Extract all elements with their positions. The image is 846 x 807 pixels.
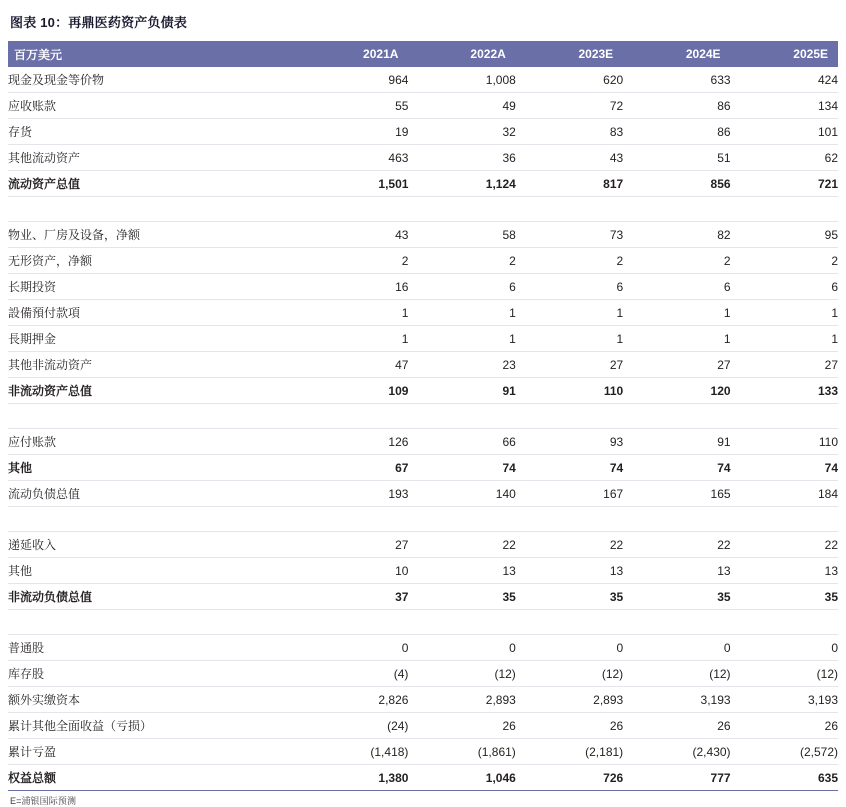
row-value: 1,124 xyxy=(408,171,515,197)
row-value: 817 xyxy=(516,171,623,197)
row-value: 1,501 xyxy=(301,171,408,197)
row-value: 10 xyxy=(301,558,408,584)
table-row xyxy=(8,274,838,300)
table-row xyxy=(8,455,838,481)
column-header-unit: 百万美元 xyxy=(8,41,301,67)
row-value: 193 xyxy=(301,481,408,507)
row-value: 86 xyxy=(623,119,730,145)
row-value: 13 xyxy=(623,558,730,584)
row-value: 83 xyxy=(516,119,623,145)
row-value: (1,418) xyxy=(301,739,408,765)
row-value: 35 xyxy=(623,584,730,610)
row-value: 82 xyxy=(623,222,730,248)
row-label: 非流动负债总值 xyxy=(8,584,301,610)
table-row xyxy=(8,378,838,404)
row-label: 流动资产总值 xyxy=(8,171,301,197)
row-value: 74 xyxy=(408,455,515,481)
row-value: 6 xyxy=(408,274,515,300)
row-value: 27 xyxy=(516,352,623,378)
row-value: 126 xyxy=(301,429,408,455)
row-value: 16 xyxy=(301,274,408,300)
row-value: (12) xyxy=(516,661,623,687)
row-value: 2 xyxy=(408,248,515,274)
table-row xyxy=(8,661,838,687)
row-value: 777 xyxy=(623,765,730,791)
row-value: 120 xyxy=(623,378,730,404)
table-row xyxy=(8,222,838,248)
row-value: 93 xyxy=(516,429,623,455)
row-value xyxy=(516,197,623,222)
row-value: 1,380 xyxy=(301,765,408,791)
row-label: 長期押金 xyxy=(8,326,301,352)
row-value xyxy=(623,507,730,532)
row-value: 35 xyxy=(408,584,515,610)
row-value: 72 xyxy=(516,93,623,119)
table-row xyxy=(8,429,838,455)
row-label: 长期投资 xyxy=(8,274,301,300)
row-value: 726 xyxy=(516,765,623,791)
row-value: 165 xyxy=(623,481,730,507)
column-header-2022a: 2022A xyxy=(408,41,515,67)
table-row xyxy=(8,610,838,635)
row-value: (1,861) xyxy=(408,739,515,765)
row-value: 134 xyxy=(731,93,838,119)
row-value: 55 xyxy=(301,93,408,119)
row-value: 964 xyxy=(301,67,408,93)
row-value xyxy=(516,404,623,429)
column-header-2021a: 2021A xyxy=(301,41,408,67)
row-label xyxy=(8,404,301,429)
row-value: (12) xyxy=(731,661,838,687)
row-value: 2 xyxy=(301,248,408,274)
row-value: (2,181) xyxy=(516,739,623,765)
row-value: 0 xyxy=(731,635,838,661)
row-value: 74 xyxy=(623,455,730,481)
row-value: 133 xyxy=(731,378,838,404)
row-value: 101 xyxy=(731,119,838,145)
row-value: 27 xyxy=(301,532,408,558)
row-value: 32 xyxy=(408,119,515,145)
row-value: 26 xyxy=(408,713,515,739)
table-row xyxy=(8,197,838,222)
row-value: 91 xyxy=(623,429,730,455)
row-label: 流动负债总值 xyxy=(8,481,301,507)
row-label xyxy=(8,507,301,532)
row-value: 67 xyxy=(301,455,408,481)
row-value: 51 xyxy=(623,145,730,171)
row-value: 95 xyxy=(731,222,838,248)
row-value xyxy=(731,507,838,532)
table-row xyxy=(8,765,838,791)
row-value: 140 xyxy=(408,481,515,507)
row-value xyxy=(623,404,730,429)
row-value: 721 xyxy=(731,171,838,197)
row-label: 非流动资产总值 xyxy=(8,378,301,404)
row-value: 1 xyxy=(301,300,408,326)
row-label: 普通股 xyxy=(8,635,301,661)
table-row xyxy=(8,93,838,119)
table-row xyxy=(8,739,838,765)
table-row xyxy=(8,145,838,171)
row-value: 1 xyxy=(731,300,838,326)
row-value xyxy=(516,610,623,635)
row-value xyxy=(623,610,730,635)
row-value: 36 xyxy=(408,145,515,171)
table-row xyxy=(8,687,838,713)
row-value xyxy=(408,404,515,429)
row-value: 13 xyxy=(516,558,623,584)
table-row xyxy=(8,584,838,610)
row-value: 22 xyxy=(516,532,623,558)
row-value: 856 xyxy=(623,171,730,197)
row-value: 110 xyxy=(731,429,838,455)
row-value: 19 xyxy=(301,119,408,145)
table-body xyxy=(8,67,838,791)
row-value: 1 xyxy=(408,326,515,352)
table-row xyxy=(8,67,838,93)
row-value: 62 xyxy=(731,145,838,171)
row-value: 1 xyxy=(408,300,515,326)
row-label: 累计亏盈 xyxy=(8,739,301,765)
row-value: 3,193 xyxy=(731,687,838,713)
row-value xyxy=(623,197,730,222)
row-value xyxy=(301,507,408,532)
row-value xyxy=(301,404,408,429)
row-value: 2 xyxy=(731,248,838,274)
row-value: 49 xyxy=(408,93,515,119)
row-value: 110 xyxy=(516,378,623,404)
row-value xyxy=(731,404,838,429)
row-value: (12) xyxy=(623,661,730,687)
row-value: 22 xyxy=(623,532,730,558)
row-value: (2,430) xyxy=(623,739,730,765)
row-value: 1,008 xyxy=(408,67,515,93)
row-value: 1 xyxy=(516,300,623,326)
row-value: 184 xyxy=(731,481,838,507)
row-value: 2,893 xyxy=(516,687,623,713)
row-value: 66 xyxy=(408,429,515,455)
row-label: 应收账款 xyxy=(8,93,301,119)
row-value: 0 xyxy=(516,635,623,661)
table-row xyxy=(8,300,838,326)
row-value: 6 xyxy=(731,274,838,300)
source-note: E=浦银国际预测 xyxy=(10,796,77,806)
row-value: (12) xyxy=(408,661,515,687)
table-row xyxy=(8,635,838,661)
row-label: 其他 xyxy=(8,558,301,584)
row-value xyxy=(301,610,408,635)
row-value: 620 xyxy=(516,67,623,93)
row-value: 37 xyxy=(301,584,408,610)
row-value: 22 xyxy=(408,532,515,558)
row-value: 26 xyxy=(516,713,623,739)
row-label: 库存股 xyxy=(8,661,301,687)
row-value: 167 xyxy=(516,481,623,507)
row-label: 設備預付款項 xyxy=(8,300,301,326)
row-value xyxy=(731,197,838,222)
table-row xyxy=(8,326,838,352)
row-value: 0 xyxy=(408,635,515,661)
row-value: 22 xyxy=(731,532,838,558)
row-value: 74 xyxy=(516,455,623,481)
row-value: 109 xyxy=(301,378,408,404)
row-value: 1 xyxy=(516,326,623,352)
row-value: 26 xyxy=(731,713,838,739)
page-title: 图表 10：再鼎医药资产负债表 xyxy=(10,15,188,30)
row-value: 26 xyxy=(623,713,730,739)
row-value: 1 xyxy=(623,300,730,326)
row-value: (2,572) xyxy=(731,739,838,765)
row-value: 58 xyxy=(408,222,515,248)
row-value: 2,826 xyxy=(301,687,408,713)
row-value: 23 xyxy=(408,352,515,378)
row-value: 35 xyxy=(516,584,623,610)
row-value: 0 xyxy=(623,635,730,661)
row-value: 27 xyxy=(623,352,730,378)
row-label xyxy=(8,197,301,222)
row-label: 物业、厂房及设备，净额 xyxy=(8,222,301,248)
row-value: 91 xyxy=(408,378,515,404)
row-label xyxy=(8,610,301,635)
row-value: 2 xyxy=(516,248,623,274)
row-value: 6 xyxy=(623,274,730,300)
row-value xyxy=(408,610,515,635)
row-label: 递延收入 xyxy=(8,532,301,558)
row-value xyxy=(516,507,623,532)
row-label: 权益总额 xyxy=(8,765,301,791)
table-row xyxy=(8,248,838,274)
row-value: 27 xyxy=(731,352,838,378)
row-value: 1 xyxy=(731,326,838,352)
row-value: 0 xyxy=(301,635,408,661)
row-label: 额外实缴资本 xyxy=(8,687,301,713)
row-value: 3,193 xyxy=(623,687,730,713)
row-value: 2 xyxy=(623,248,730,274)
table-row xyxy=(8,532,838,558)
row-value: 1 xyxy=(623,326,730,352)
column-header-2023e: 2023E xyxy=(516,41,623,67)
row-value: 74 xyxy=(731,455,838,481)
table-row xyxy=(8,352,838,378)
row-label: 其他非流动资产 xyxy=(8,352,301,378)
table-header xyxy=(8,41,838,67)
row-value xyxy=(408,507,515,532)
column-header-2025e: 2025E xyxy=(731,41,838,67)
row-value: 635 xyxy=(731,765,838,791)
row-label: 累计其他全面收益（亏损） xyxy=(8,713,301,739)
row-value xyxy=(301,197,408,222)
row-value: 43 xyxy=(516,145,623,171)
row-value: 6 xyxy=(516,274,623,300)
column-header-2024e: 2024E xyxy=(623,41,730,67)
table-row xyxy=(8,558,838,584)
row-value xyxy=(731,610,838,635)
table-row xyxy=(8,481,838,507)
table-row xyxy=(8,171,838,197)
table-header-row xyxy=(8,41,838,67)
row-value: 86 xyxy=(623,93,730,119)
row-value: 463 xyxy=(301,145,408,171)
row-label: 存货 xyxy=(8,119,301,145)
row-value: 35 xyxy=(731,584,838,610)
row-value: 2,893 xyxy=(408,687,515,713)
row-value: 73 xyxy=(516,222,623,248)
row-value: 13 xyxy=(731,558,838,584)
table-row xyxy=(8,713,838,739)
row-label: 应付账款 xyxy=(8,429,301,455)
row-value: 1 xyxy=(301,326,408,352)
row-value: 43 xyxy=(301,222,408,248)
row-value: 13 xyxy=(408,558,515,584)
balance-sheet-table xyxy=(8,41,838,791)
row-label: 无形资产，净额 xyxy=(8,248,301,274)
row-value: (4) xyxy=(301,661,408,687)
row-value: 633 xyxy=(623,67,730,93)
row-value: (24) xyxy=(301,713,408,739)
row-label: 现金及现金等价物 xyxy=(8,67,301,93)
row-label: 其他 xyxy=(8,455,301,481)
row-value: 1,046 xyxy=(408,765,515,791)
table-row xyxy=(8,119,838,145)
row-label: 其他流动资产 xyxy=(8,145,301,171)
row-value: 424 xyxy=(731,67,838,93)
table-row xyxy=(8,507,838,532)
row-value xyxy=(408,197,515,222)
table-row xyxy=(8,404,838,429)
row-value: 47 xyxy=(301,352,408,378)
